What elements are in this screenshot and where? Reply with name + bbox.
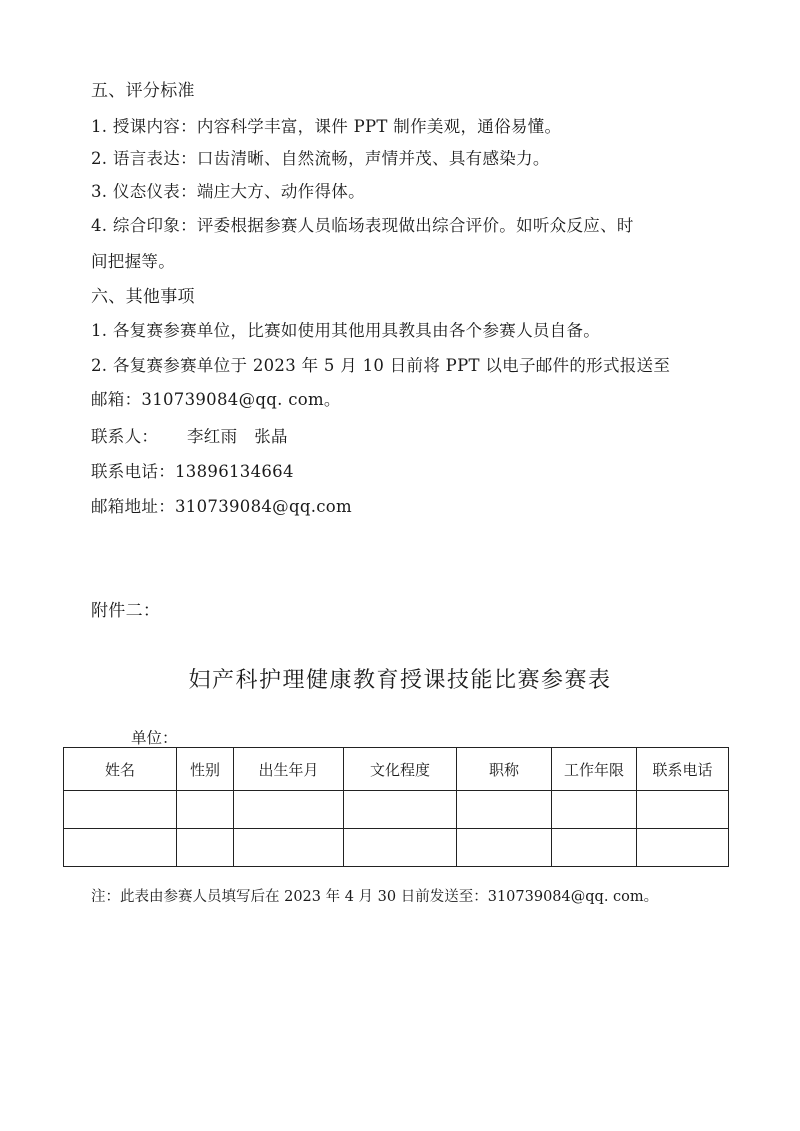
scoring-item-4: 4. 综合印象：评委根据参赛人员临场表现做出综合评价。如听众反应、时 — [91, 216, 634, 235]
unit-blank-line[interactable] — [184, 729, 419, 748]
contact-people-value: 李红雨 张晶 — [187, 427, 288, 446]
section-6-heading: 六、其他事项 — [91, 287, 195, 307]
table-cell[interactable] — [457, 791, 552, 829]
scoring-item-4-continued: 间把握等。 — [91, 252, 175, 271]
unit-field — [131, 728, 419, 748]
other-item-1: 1. 各复赛参赛单位，比赛如使用其他用具教具由各个参赛人员自备。 — [91, 321, 601, 340]
column-header-gender: 性别 — [177, 748, 234, 791]
table-cell[interactable] — [177, 791, 234, 829]
table-row — [64, 791, 729, 829]
table-cell[interactable] — [457, 829, 552, 867]
attachment-label: 附件二： — [91, 601, 161, 621]
unit-label: 单位： — [131, 729, 178, 747]
table-cell[interactable] — [234, 829, 344, 867]
table-note: 注：此表由参赛人员填写后在 2023 年 4 月 30 日前发送至：310739084@qq. com。 — [91, 888, 659, 905]
table-header-row — [64, 748, 729, 791]
table-cell[interactable] — [552, 829, 637, 867]
column-header-years-worked: 工作年限 — [552, 748, 637, 791]
table-cell[interactable] — [234, 791, 344, 829]
table-cell[interactable] — [552, 791, 637, 829]
column-header-phone: 联系电话 — [637, 748, 729, 791]
contact-phone: 联系电话：13896134664 — [91, 462, 294, 481]
column-header-name: 姓名 — [64, 748, 177, 791]
table-cell[interactable] — [344, 829, 457, 867]
contact-people — [91, 426, 288, 448]
table-row — [64, 829, 729, 867]
other-item-2: 2. 各复赛参赛单位于 2023 年 5 月 10 日前将 PPT 以电子邮件的形式报送至 — [91, 356, 671, 375]
table-cell[interactable] — [64, 791, 177, 829]
table-cell[interactable] — [177, 829, 234, 867]
registration-table — [63, 747, 729, 867]
column-header-birth-date: 出生年月 — [234, 748, 344, 791]
submission-email: 邮箱：310739084@qq. com。 — [91, 390, 341, 409]
contact-people-label: 联系人： — [91, 427, 159, 446]
form-title: 妇产科护理健康教育授课技能比赛参赛表 — [188, 668, 612, 693]
table-cell[interactable] — [637, 829, 729, 867]
table-cell[interactable] — [344, 791, 457, 829]
scoring-item-3: 3. 仪态仪表：端庄大方、动作得体。 — [91, 182, 365, 201]
section-5-heading: 五、评分标准 — [91, 81, 195, 101]
table-cell[interactable] — [637, 791, 729, 829]
table-cell[interactable] — [64, 829, 177, 867]
scoring-item-1: 1. 授课内容：内容科学丰富，课件 PPT 制作美观，通俗易懂。 — [91, 117, 562, 136]
column-header-title: 职称 — [457, 748, 552, 791]
scoring-item-2: 2. 语言表达：口齿清晰、自然流畅，声情并茂、具有感染力。 — [91, 149, 550, 168]
contact-email: 邮箱地址：310739084@qq.com — [91, 497, 352, 516]
column-header-education: 文化程度 — [344, 748, 457, 791]
